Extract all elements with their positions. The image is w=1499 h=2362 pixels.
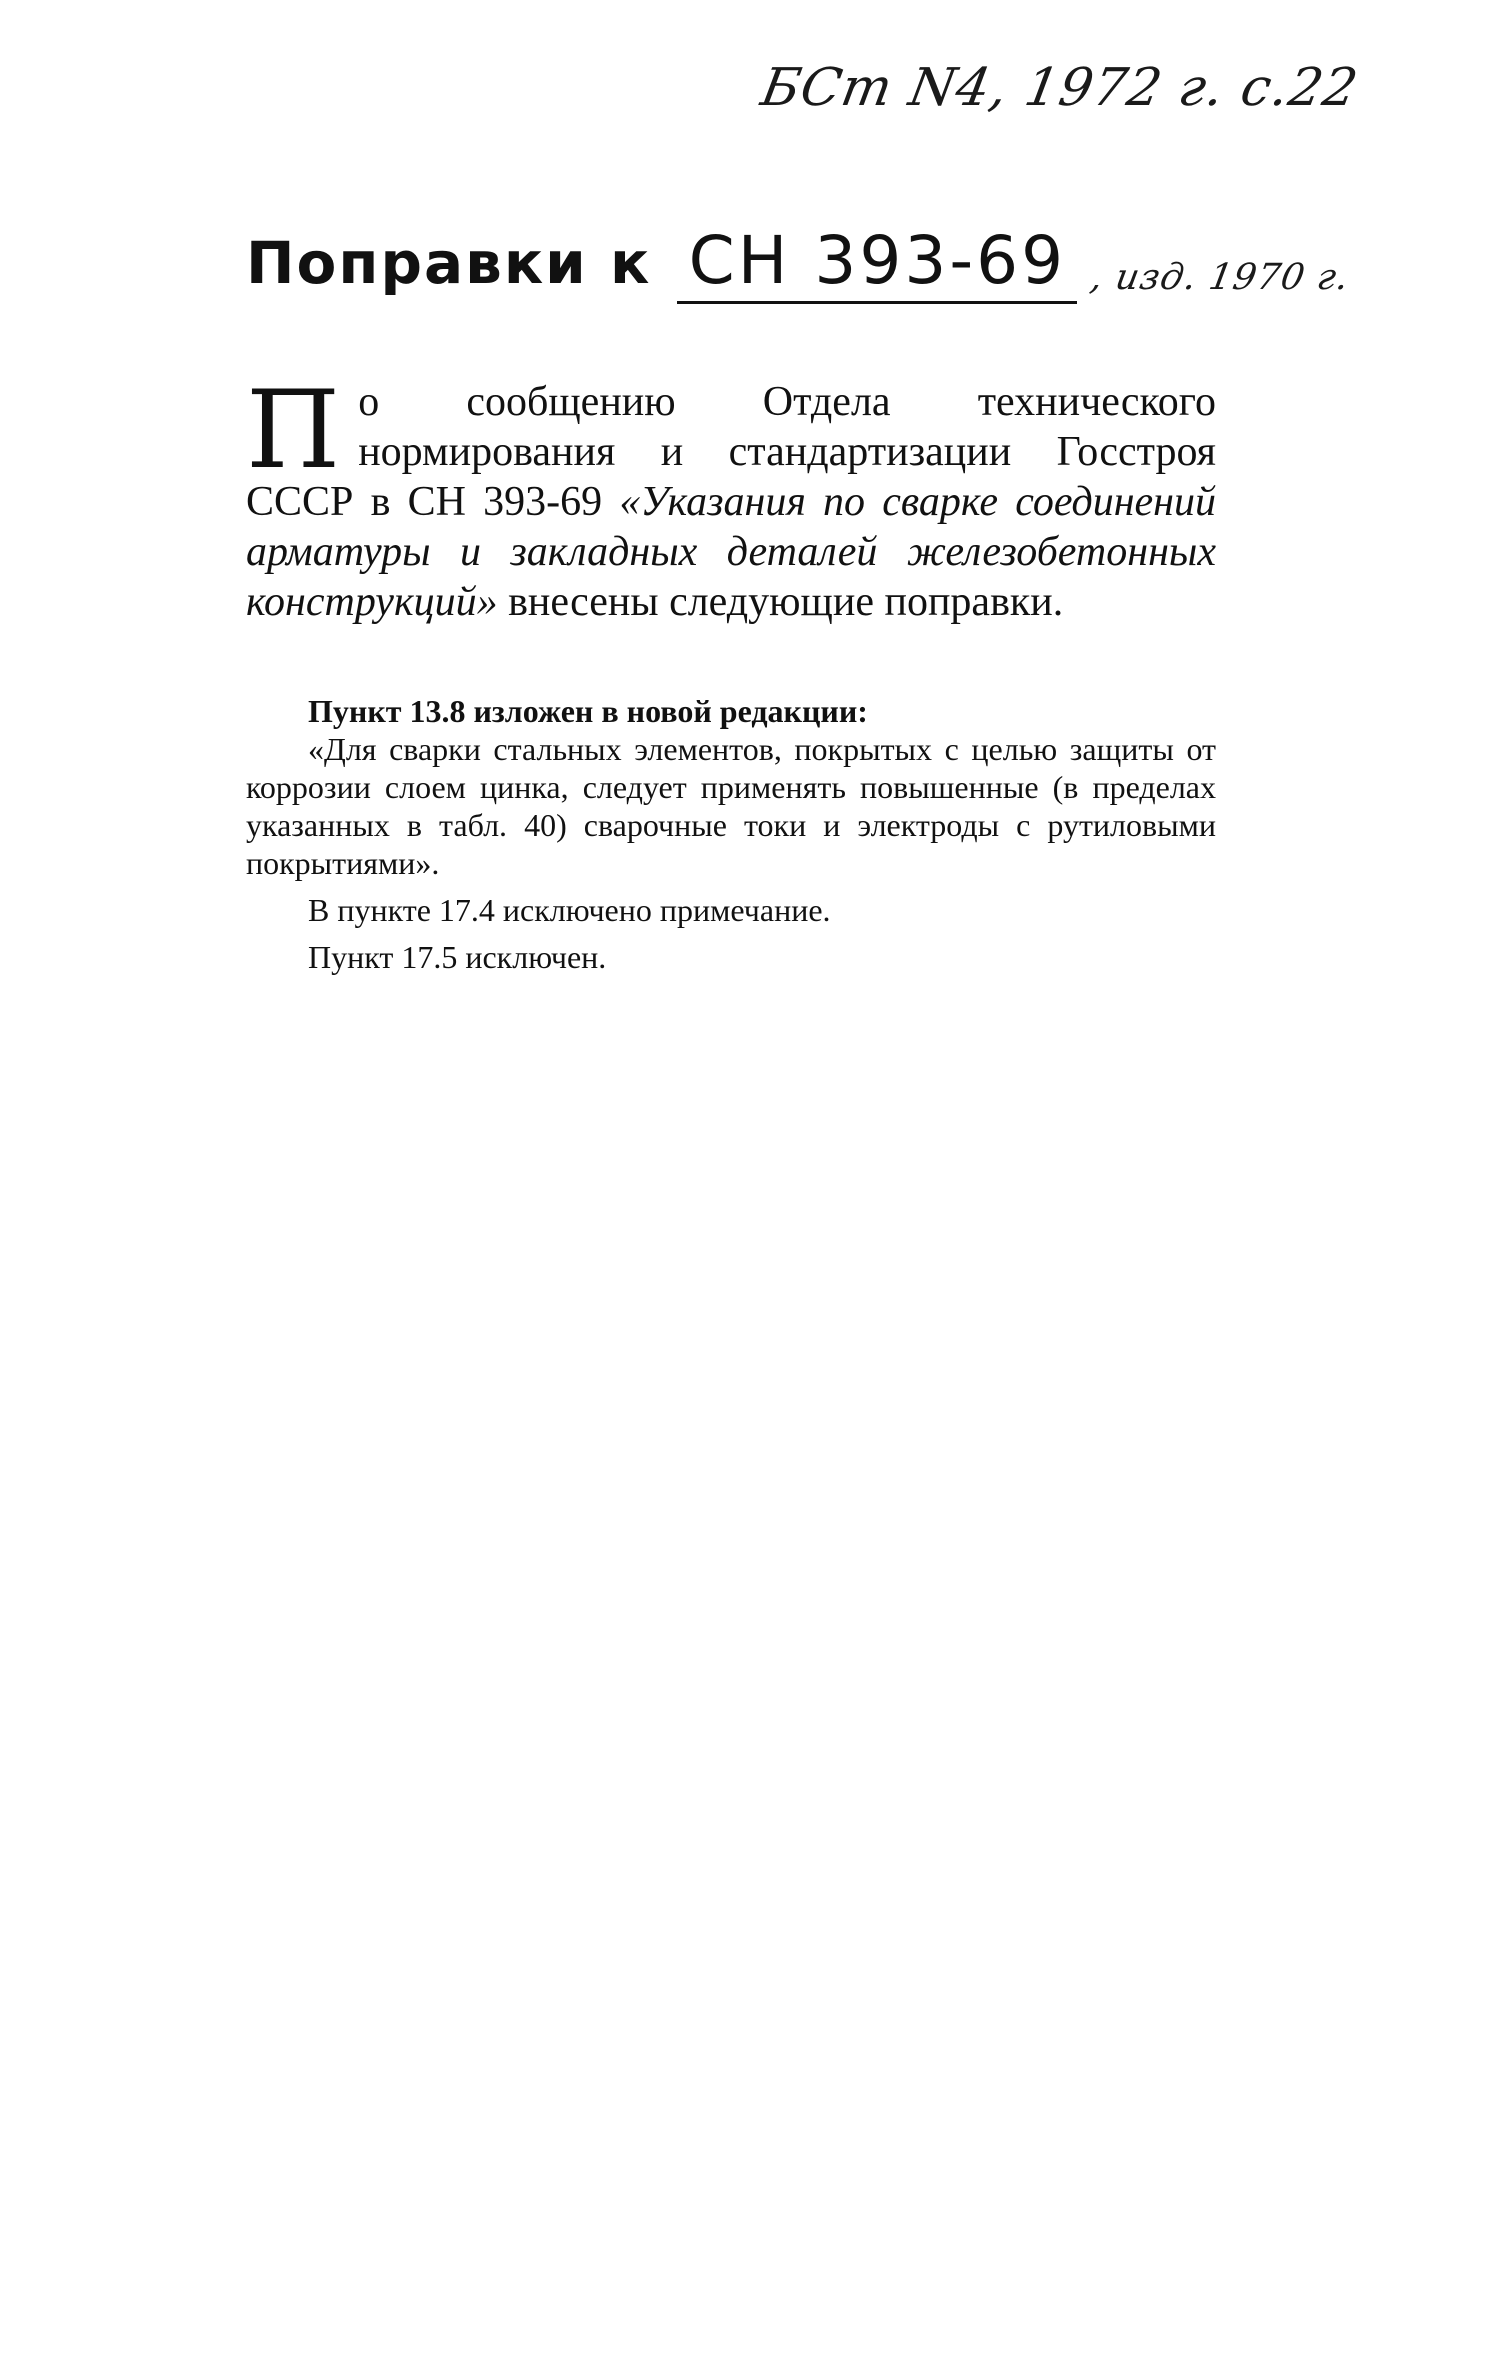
amendment-heading: Пункт 13.8 изложен в новой редакции: <box>308 693 868 729</box>
handwritten-source-note: БСт N4, 1972 г. с.22 <box>756 58 1363 118</box>
amendments-section <box>246 692 1216 976</box>
handwritten-edition-note: , изд. 1970 г. <box>1087 257 1354 298</box>
intro-text-start: о сообщению Отдела технического нормирования и стандартизации Госстроя СССР в СН 393-69 <box>246 379 1216 525</box>
amendment-note-removed: В пункте 17.4 исключено примечание. <box>308 892 831 928</box>
amendment-item-removed: Пункт 17.5 исключен. <box>308 939 607 975</box>
title-prefix: Поправки к <box>246 229 652 297</box>
intro-paragraph <box>246 368 1217 627</box>
intro-text-end: внесены следующие поправки. <box>497 579 1064 625</box>
intro-document-title: «Указания по сварке соединений арматуры и закладных деталей железобетонных конструкций» <box>246 479 1217 625</box>
dropcap-letter: П <box>246 368 341 493</box>
document-title <box>246 222 1354 304</box>
title-code: СН 393-69 <box>677 222 1077 304</box>
amendment-text: «Для сварки стальных элементов, покрытых с целью защиты от коррозии слоем цинка, следует применять повышенные (в пределах указанных в табл. 40) сварочные токи и электроды с рутиловыми покрытиями». <box>246 731 1216 881</box>
